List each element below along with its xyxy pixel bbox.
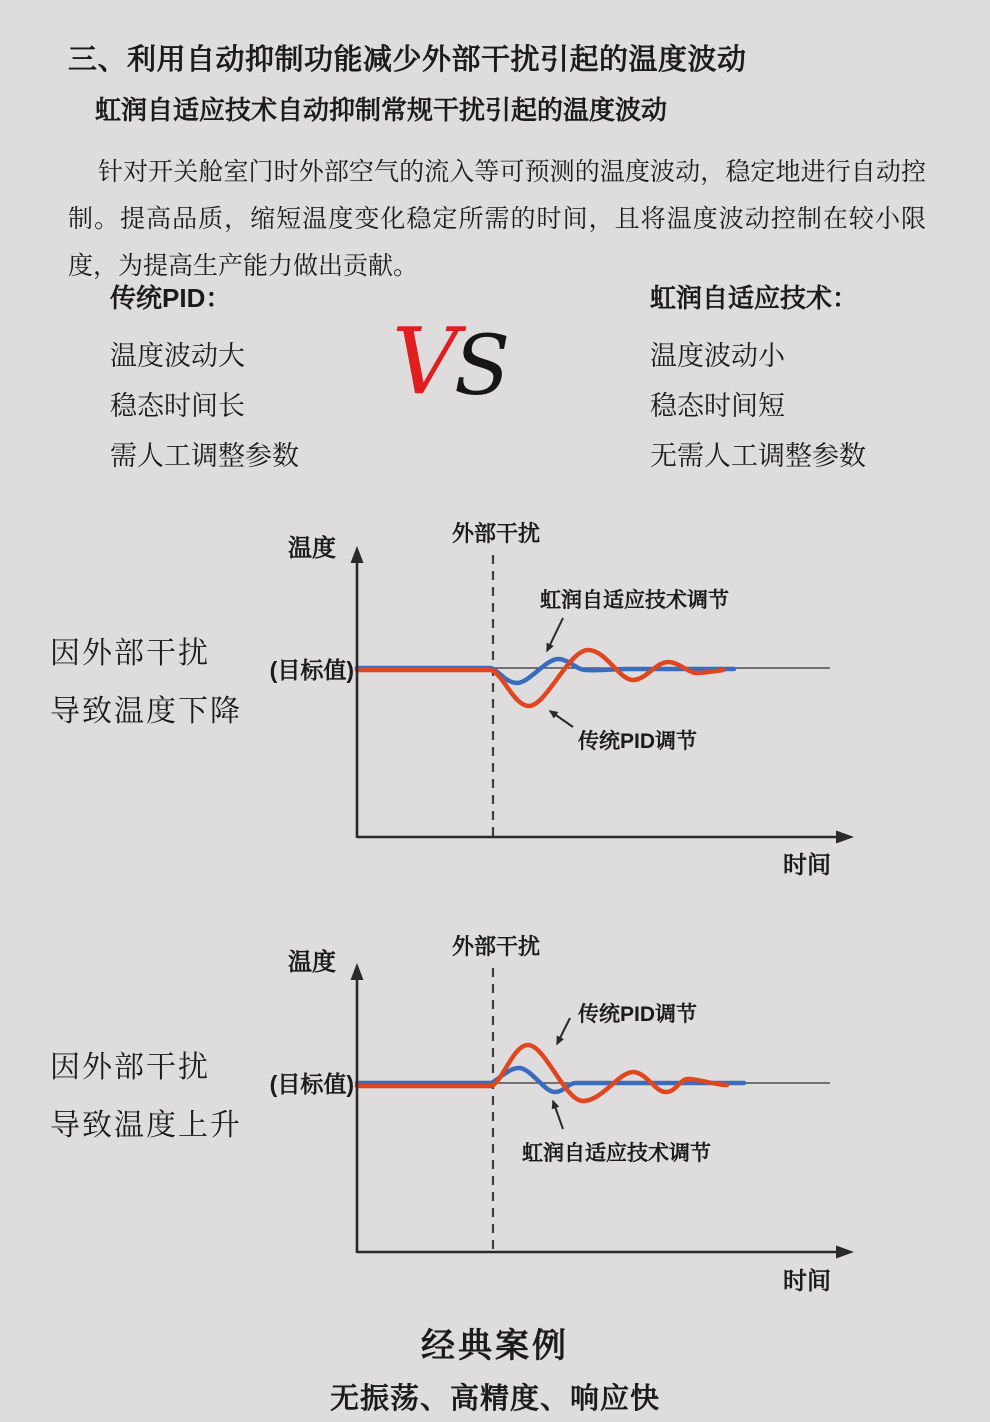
pid-curve-label: 传统PID调节	[578, 730, 698, 753]
comparison-left-item: 需人工调整参数	[110, 441, 299, 471]
y-axis-arrow	[351, 546, 364, 563]
chart1-side-label-line1: 因外部干扰	[50, 637, 210, 670]
target-value-label: (目标值)	[269, 657, 354, 683]
comparison-left-item: 稳态时间长	[110, 391, 245, 421]
comparison-left-column	[110, 278, 299, 481]
x-axis-label: 时间	[783, 852, 831, 879]
y-axis-label: 温度	[288, 535, 336, 562]
x-axis-label: 时间	[783, 1268, 831, 1295]
chart1-side-label-line2: 导致温度下降	[50, 695, 242, 728]
footer-title: 经典案例	[421, 1327, 569, 1365]
comparison-left-item: 温度波动大	[110, 341, 245, 371]
disturbance-label: 外部干扰	[452, 521, 541, 546]
chart-temperature-drop	[0, 500, 990, 890]
comparison-right-heading: 虹润自适应技术：	[650, 283, 859, 313]
pid-annotation-arrow	[550, 711, 573, 727]
chart2-side-label-line2: 导致温度上升	[50, 1109, 242, 1142]
comparison-right-column	[650, 278, 866, 481]
page-title: 三、利用自动抑制功能减少外部干扰引起的温度波动	[68, 44, 747, 77]
comparison-left-heading: 传统PID：	[110, 283, 232, 313]
y-axis-arrow	[351, 963, 364, 980]
adaptive-annotation-arrow	[547, 618, 563, 651]
vs-letter-s: S	[454, 319, 511, 414]
chart-temperature-rise	[0, 915, 990, 1305]
x-axis-arrow	[836, 1246, 854, 1259]
comparison-right-item: 温度波动小	[650, 341, 785, 371]
vs-logo	[392, 308, 542, 421]
page-subtitle: 虹润自适应技术自动抑制常规干扰引起的温度波动	[95, 94, 668, 125]
intro-paragraph: 针对开关舱室门时外部空气的流入等可预测的温度波动，稳定地进行自动控制。提高品质，缩短温度变化稳定所需的时间，且将温度波动控制在较小限度，为提高生产能力做出贡献。	[68, 158, 926, 280]
disturbance-label: 外部干扰	[452, 934, 541, 959]
y-axis-label: 温度	[288, 949, 336, 976]
chart2-side-label-line1: 因外部干扰	[50, 1051, 210, 1084]
pid-curve	[357, 1045, 727, 1101]
comparison-right-item: 无需人工调整参数	[650, 441, 866, 471]
adaptive-curve-label: 虹润自适应技术调节	[540, 589, 729, 612]
footer-subtitle: 无振荡、高精度、响应快	[329, 1383, 660, 1415]
pid-curve	[357, 650, 723, 706]
pid-annotation-arrow	[557, 1018, 570, 1044]
comparison-right-item: 稳态时间短	[650, 391, 785, 421]
adaptive-curve-label: 虹润自适应技术调节	[522, 1142, 711, 1165]
adaptive-annotation-arrow	[553, 1101, 563, 1129]
x-axis-arrow	[836, 831, 854, 844]
target-value-label: (目标值)	[269, 1071, 354, 1097]
pid-curve-label: 传统PID调节	[578, 1003, 698, 1026]
vs-letter-v: V	[392, 308, 459, 415]
